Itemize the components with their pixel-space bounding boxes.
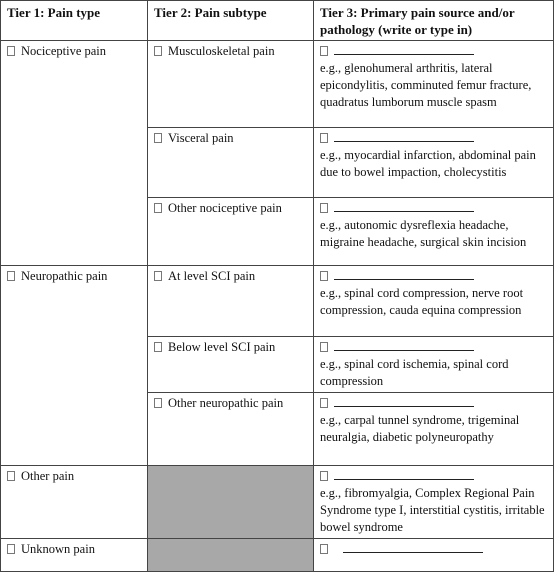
header-tier2: Tier 2: Pain subtype — [148, 1, 314, 41]
write-in-field[interactable] — [334, 339, 474, 351]
checkbox-tier3[interactable] — [320, 271, 328, 281]
table-row — [1, 266, 554, 337]
tier1-label: Unknown pain — [21, 542, 95, 556]
tier3-cell — [314, 539, 554, 572]
write-in-field[interactable] — [334, 395, 474, 407]
tier2-label: At level SCI pain — [168, 269, 256, 283]
tier1-cell — [1, 266, 148, 466]
tier3-cell — [314, 466, 554, 539]
tier3-cell — [314, 337, 554, 393]
tier3-examples: e.g., fibromyalgia, Complex Regional Pain Syndrome type I, interstitial cystitis, irritable bowel syndrome — [320, 486, 545, 534]
tier2-cell — [148, 198, 314, 266]
tier2-cell — [148, 393, 314, 466]
checkbox-tier3[interactable] — [320, 133, 328, 143]
tier2-cell — [148, 337, 314, 393]
tier1-label: Other pain — [21, 469, 75, 483]
table-row — [1, 539, 554, 572]
write-in-field[interactable] — [343, 541, 483, 553]
checkbox-unknown-pain[interactable] — [7, 544, 15, 554]
tier3-cell — [314, 198, 554, 266]
shaded-cell — [148, 466, 314, 539]
checkbox-other-neuropathic[interactable] — [154, 398, 162, 408]
checkbox-nociceptive[interactable] — [7, 46, 15, 56]
tier3-cell — [314, 393, 554, 466]
tier2-label: Other nociceptive pain — [168, 201, 282, 215]
write-in-field[interactable] — [334, 200, 474, 212]
table-row — [1, 41, 554, 128]
checkbox-tier3[interactable] — [320, 203, 328, 213]
checkbox-other-nociceptive[interactable] — [154, 203, 162, 213]
checkbox-tier3[interactable] — [320, 398, 328, 408]
shaded-cell — [148, 539, 314, 572]
tier3-examples: e.g., glenohumeral arthritis, lateral epicondylitis, comminuted femur fracture, quadratus lumborum muscle spasm — [320, 61, 532, 109]
write-in-field[interactable] — [334, 268, 474, 280]
header-row — [1, 1, 554, 41]
tier2-label: Visceral pain — [168, 131, 234, 145]
checkbox-tier3[interactable] — [320, 471, 328, 481]
checkbox-musculoskeletal[interactable] — [154, 46, 162, 56]
tier2-label: Musculoskeletal pain — [168, 44, 275, 58]
tier2-cell — [148, 41, 314, 128]
checkbox-at-level-sci[interactable] — [154, 271, 162, 281]
write-in-field[interactable] — [334, 43, 474, 55]
tier2-cell — [148, 266, 314, 337]
checkbox-tier3[interactable] — [320, 544, 328, 554]
write-in-field[interactable] — [334, 130, 474, 142]
tier3-examples: e.g., autonomic dysreflexia headache, migraine headache, surgical skin incision — [320, 218, 527, 249]
tier3-examples: e.g., myocardial infarction, abdominal pain due to bowel impaction, cholecystitis — [320, 148, 536, 179]
tier3-cell — [314, 128, 554, 198]
tier3-examples: e.g., carpal tunnel syndrome, trigeminal neuralgia, diabetic polyneuropathy — [320, 413, 520, 444]
tier3-cell — [314, 266, 554, 337]
checkbox-below-level-sci[interactable] — [154, 342, 162, 352]
tier2-label: Below level SCI pain — [168, 340, 276, 354]
tier1-cell — [1, 41, 148, 266]
checkbox-tier3[interactable] — [320, 342, 328, 352]
tier2-cell — [148, 128, 314, 198]
tier1-label: Nociceptive pain — [21, 44, 107, 58]
checkbox-neuropathic[interactable] — [7, 271, 15, 281]
header-tier1: Tier 1: Pain type — [1, 1, 148, 41]
tier3-examples: e.g., spinal cord ischemia, spinal cord compression — [320, 357, 509, 388]
write-in-field[interactable] — [334, 468, 474, 480]
header-tier3: Tier 3: Primary pain source and/or pathology (write or type in) — [314, 1, 554, 41]
tier2-label: Other neuropathic pain — [168, 396, 284, 410]
tier1-cell — [1, 466, 148, 539]
tier3-cell — [314, 41, 554, 128]
checkbox-other-pain[interactable] — [7, 471, 15, 481]
checkbox-tier3[interactable] — [320, 46, 328, 56]
checkbox-visceral[interactable] — [154, 133, 162, 143]
tier3-examples: e.g., spinal cord compression, nerve root compression, cauda equina compression — [320, 286, 524, 317]
table-row — [1, 466, 554, 539]
tier1-label: Neuropathic pain — [21, 269, 108, 283]
tier1-cell — [1, 539, 148, 572]
